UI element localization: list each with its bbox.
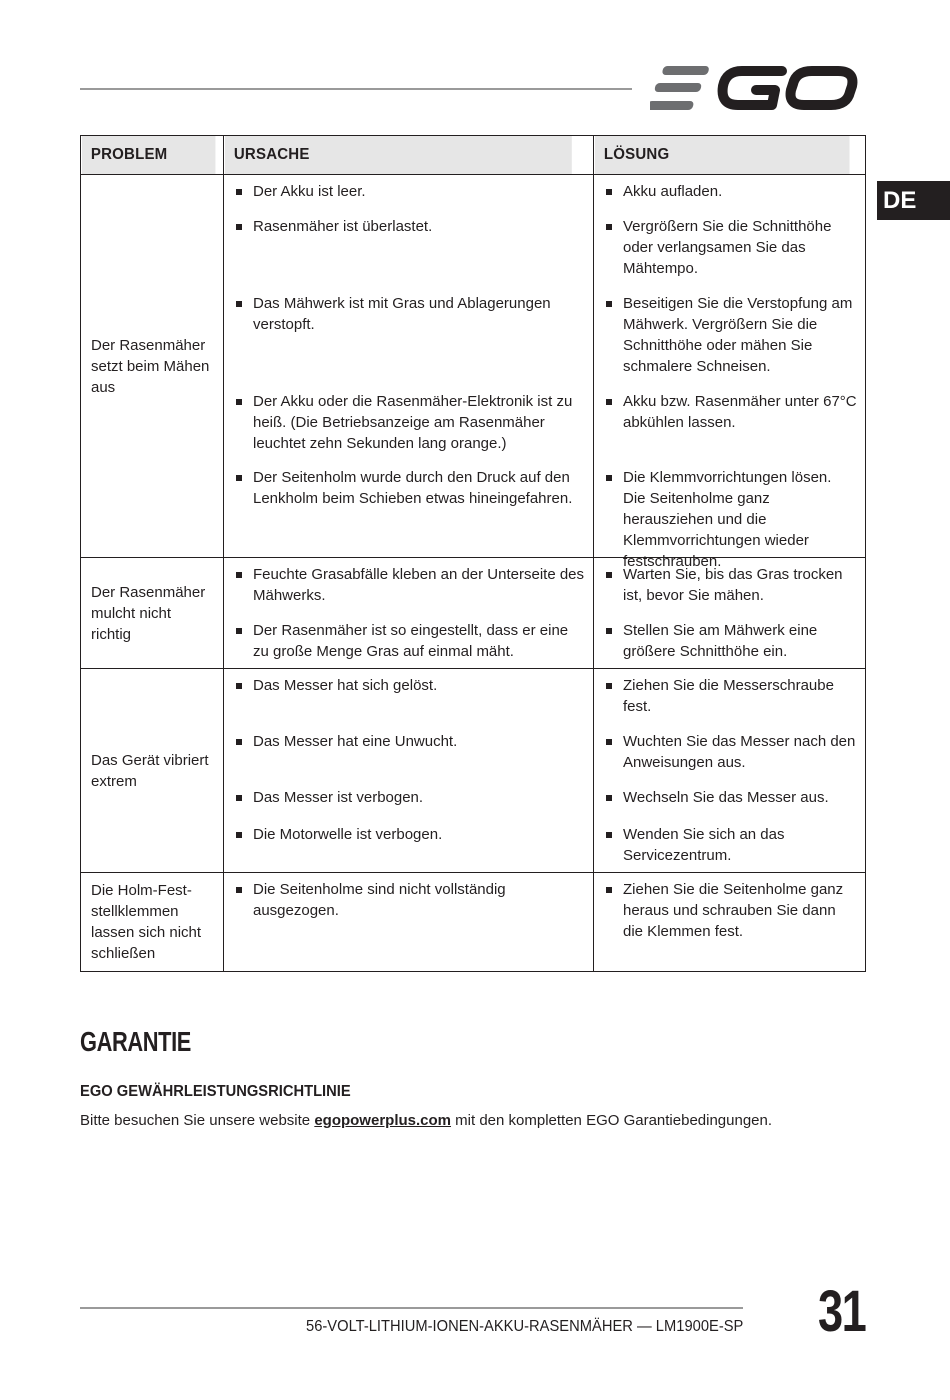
cause-cell (224, 175, 594, 558)
troubleshooting-table (80, 135, 866, 972)
cause-item: Die Motorwelle ist verbogen. (236, 824, 585, 866)
cause-item: Der Seitenholm wurde durch den Druck auf den Lenkholm beim Schieben etwas hineingefahren. (236, 467, 585, 551)
solution-item: Warten Sie, bis das Gras trocken ist, bevor Sie mähen. (606, 564, 857, 620)
footer-title: 56-VOLT-LITHIUM-IONEN-AKKU-RASENMÄHER — LM1900E-SP (305, 1318, 743, 1335)
footer-rule (80, 1307, 743, 1309)
problem-cell: Der Rasenmäher mulcht nicht richtig (81, 558, 224, 669)
warranty-policy-heading: EGO GEWÄHRLEISTUNGSRICHTLINIE (80, 1083, 351, 1100)
column-header-cause: URSACHE (224, 136, 572, 175)
cause-item: Der Akku oder die Rasenmäher-Elektronik ist zu heiß. (Die Betriebsanzeige am Rasenmäher leuchtet zehn Sekunden lang orange.) (236, 391, 585, 467)
problem-cell: Das Gerät vibriert extrem (81, 669, 224, 873)
solution-item: Akku aufladen. (606, 181, 857, 216)
solution-item: Ziehen Sie die Messerschraube fest. (606, 675, 857, 731)
solution-item: Wuchten Sie das Messer nach den Anweisungen aus. (606, 731, 857, 787)
column-header-problem: PROBLEM (81, 136, 215, 175)
page-number: 31 (818, 1279, 866, 1344)
table-row (81, 873, 866, 972)
cause-item: Rasenmäher ist überlastet. (236, 216, 585, 293)
cause-item: Das Messer ist verbogen. (236, 787, 585, 824)
cause-item: Der Akku ist leer. (236, 181, 585, 216)
solution-item: Vergrößern Sie die Schnitthöhe oder verlangsamen Sie das Mähtempo. (606, 216, 857, 293)
cause-item: Feuchte Grasabfälle kleben an der Unterseite des Mähwerks. (236, 564, 585, 620)
cause-item: Das Messer hat eine Unwucht. (236, 731, 585, 787)
cause-cell (224, 873, 594, 972)
solution-item: Die Klemmvorrichtungen lösen. Die Seitenholme ganz herausziehen und die Klemmvorrichtungen wieder festschrauben. (606, 467, 857, 551)
website-link[interactable]: egopowerplus.com (314, 1112, 451, 1129)
table-header-row (81, 136, 866, 175)
solution-item: Wechseln Sie das Messer aus. (606, 787, 857, 824)
solution-cell (594, 669, 866, 873)
cause-cell (224, 669, 594, 873)
cause-item: Die Seitenholme sind nicht vollständig ausgezogen. (236, 879, 585, 921)
table-row (81, 175, 866, 558)
warranty-text (80, 1112, 772, 1129)
solution-item: Ziehen Sie die Seitenholme ganz heraus und schrauben Sie dann die Klemmen fest. (606, 879, 857, 942)
solution-cell (594, 175, 866, 570)
warranty-heading: GARANTIE (80, 1026, 191, 1057)
solution-cell (594, 873, 866, 972)
solution-item: Wenden Sie sich an das Servicezentrum. (606, 824, 857, 866)
table-row (81, 558, 866, 669)
solution-item: Stellen Sie am Mähwerk eine größere Schnitthöhe ein. (606, 620, 857, 662)
problem-cell: Der Rasenmäher setzt beim Mähen aus (81, 175, 224, 558)
column-header-solution: LÖSUNG (594, 136, 850, 175)
warranty-text-before: Bitte besuchen Sie unsere website (80, 1112, 315, 1129)
cause-item: Das Mähwerk ist mit Gras und Ablagerungen verstopft. (236, 293, 585, 391)
cause-item: Der Rasenmäher ist so eingestellt, dass er eine zu große Menge Gras auf einmal mäht. (236, 620, 585, 662)
table-row (81, 669, 866, 873)
solution-item: Beseitigen Sie die Verstopfung am Mähwerk. Vergrößern Sie die Schnitthöhe oder mähen Sie schmalere Schneisen. (606, 293, 857, 391)
cause-cell (224, 558, 594, 669)
language-tab: DE (877, 181, 950, 220)
warranty-text-after: mit den kompletten EGO Garantiebedingungen. (451, 1112, 773, 1129)
solution-item: Akku bzw. Rasenmäher unter 67°C abkühlen lassen. (606, 391, 857, 467)
header-rule (80, 88, 632, 90)
ego-logo (650, 64, 862, 112)
cause-item: Das Messer hat sich gelöst. (236, 675, 585, 731)
problem-cell: Die Holm-Feststellklemmen lassen sich nicht schließen (81, 873, 224, 972)
solution-cell (594, 558, 866, 669)
